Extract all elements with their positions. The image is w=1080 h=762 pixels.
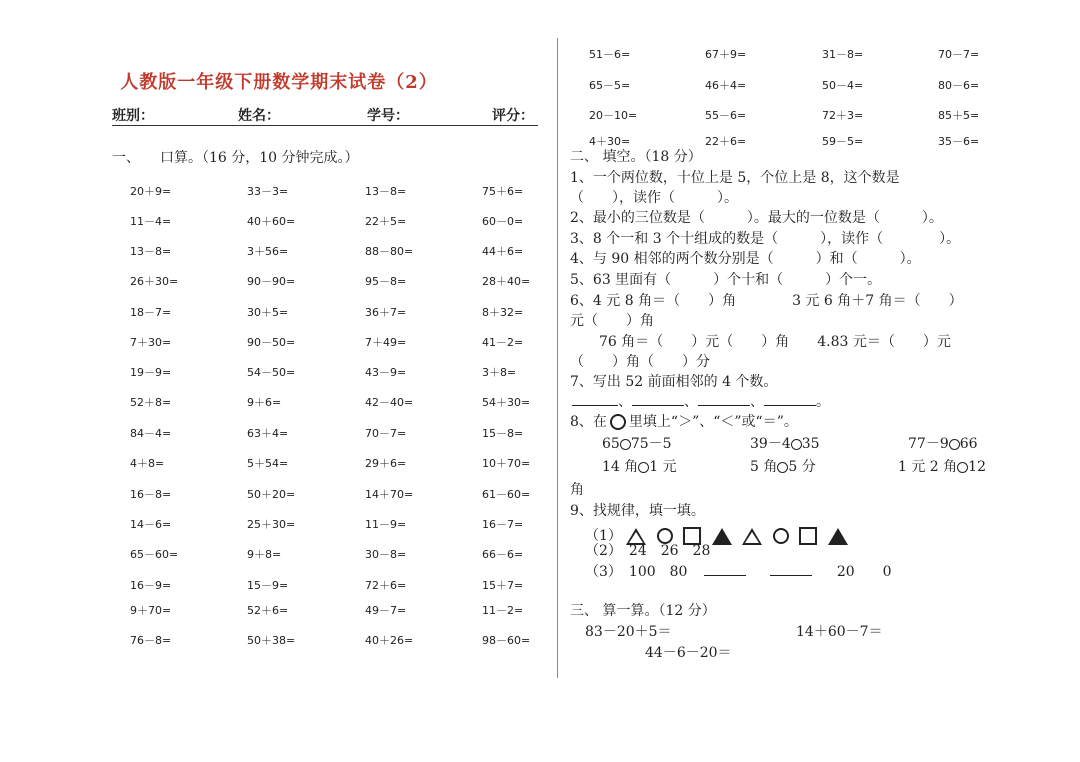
q4-line: 4、与 90 相邻的两个数分别是（ ）和（ ）。 [570,251,921,267]
q8-item-right: 35 [801,436,820,452]
arithmetic-problem: 8＋32= [482,306,524,319]
arithmetic-problem: 72＋6= [365,579,407,592]
arithmetic-problem: 15－9= [247,579,289,592]
arithmetic-problem: 98－60= [482,634,531,647]
q9-heading: 9、找规律，填一填。 [570,503,705,519]
q6-line4: （ ）角（ ）分 [570,354,710,370]
arithmetic-problem: 4＋30= [589,135,631,148]
arithmetic-problem: 50＋20= [247,488,296,501]
arithmetic-problem: 90－90= [247,275,296,288]
arithmetic-problem: 4＋8= [130,457,165,470]
calc-item-1: 83－20＋5＝ [585,624,672,640]
arithmetic-problem: 30＋5= [247,306,289,319]
arithmetic-problem: 10＋70= [482,457,531,470]
q6-line3: 76 角＝（ ）元（ ）角 4.83 元＝（ ）元 [585,334,951,350]
q7-blank-1[interactable] [572,393,618,406]
arithmetic-problem: 15＋7= [482,579,524,592]
arithmetic-problem: 61－60= [482,488,531,501]
arithmetic-problem: 63＋4= [247,427,289,440]
arithmetic-problem: 18－7= [130,306,172,319]
q8-intro [570,412,798,432]
arithmetic-problem: 3＋8= [482,366,517,379]
arithmetic-problem: 26＋30= [130,275,179,288]
arithmetic-problem: 40＋60= [247,215,296,228]
q8-item-2 [750,434,820,454]
arithmetic-problem: 16－9= [130,579,172,592]
arithmetic-problem: 88－80= [365,245,414,258]
q8-item-right: 5 分 [788,459,816,475]
section2-heading: 二、 填空。（18 分） [570,149,702,165]
arithmetic-problem: 16－8= [130,488,172,501]
arithmetic-problem: 25＋30= [247,518,296,531]
circle-outline-icon [773,528,789,544]
q7-line: 7、写出 52 前面相邻的 4 个数。 [570,374,778,390]
arithmetic-problem: 52＋8= [130,396,172,409]
triangle-filled-icon [712,528,732,545]
arithmetic-problem: 22＋5= [365,215,407,228]
calc-item-3: 44－6－20＝ [645,645,732,661]
class-field-label: 班别： [112,108,154,124]
square-outline-icon [799,527,817,545]
q9-3-start: （3） 100 80 [585,564,688,580]
arithmetic-problem: 67＋9= [705,48,747,61]
q8-item-right: 1 元 [649,459,677,475]
triangle-outline-icon [742,528,762,545]
arithmetic-problem: 22＋6= [705,135,747,148]
arithmetic-problem: 31－8= [822,48,864,61]
arithmetic-problem: 52＋6= [247,604,289,617]
page-title: 人教版一年级下册数学期末试卷（2） [120,72,438,93]
arithmetic-problem: 50－4= [822,79,864,92]
arithmetic-problem: 33－3= [247,185,289,198]
arithmetic-problem: 51－6= [589,48,631,61]
q8-item-6 [898,457,986,477]
q8-item-left: 5 角 [750,459,778,475]
score-field-label: 评分： [492,108,534,124]
q7-sep-2: 、 [684,394,698,410]
q8-item-5 [750,457,816,477]
q2-line: 2、最小的三位数是（ ）。最大的一位数是（ ）。 [570,210,943,226]
arithmetic-problem: 13－8= [365,185,407,198]
arithmetic-problem: 16－7= [482,518,524,531]
arithmetic-problem: 49－7= [365,604,407,617]
arithmetic-problem: 70－7= [938,48,980,61]
arithmetic-problem: 46＋4= [705,79,747,92]
arithmetic-problem: 9＋8= [247,548,282,561]
arithmetic-problem: 30－8= [365,548,407,561]
q8-item-left: 39－4 [750,436,791,452]
q9-1-label: （1） [585,528,622,544]
arithmetic-problem: 60－0= [482,215,524,228]
arithmetic-problem: 41－2= [482,336,524,349]
arithmetic-problem: 35－6= [938,135,980,148]
arithmetic-problem: 15－8= [482,427,524,440]
q8-item-1 [602,434,672,454]
arithmetic-problem: 72＋3= [822,109,864,122]
arithmetic-problem: 14－6= [130,518,172,531]
q8-intro-a: 8、在 [570,414,607,430]
q8-item-left: 14 角 [602,459,639,475]
q6-line2: 元（ ）角 [570,313,654,329]
q8-item-4 [602,457,677,477]
q9-3-blank-2[interactable] [770,563,812,576]
arithmetic-problem: 44＋6= [482,245,524,258]
q9-3-line [585,562,892,582]
q7-blank-4[interactable] [764,393,816,406]
arithmetic-problem: 11－2= [482,604,524,617]
arithmetic-problem: 85＋5= [938,109,980,122]
arithmetic-problem: 70－7= [365,427,407,440]
student-info-fields [112,105,538,126]
arithmetic-problem: 28＋40= [482,275,531,288]
q8-item-3 [908,434,978,454]
arithmetic-problem: 40＋26= [365,634,414,647]
arithmetic-problem: 11－4= [130,215,172,228]
arithmetic-problem: 50＋38= [247,634,296,647]
arithmetic-problem: 59－5= [822,135,864,148]
arithmetic-problem: 95－8= [365,275,407,288]
triangle-filled-icon [828,528,848,545]
section1-number: 一、 [112,150,140,166]
compare-circle[interactable] [957,462,968,473]
arithmetic-problem: 9＋6= [247,396,282,409]
arithmetic-problem: 65－5= [589,79,631,92]
arithmetic-problem: 42－40= [365,396,414,409]
q7-blank-2[interactable] [632,393,684,406]
q8-item-right: 66 [959,436,978,452]
arithmetic-problem: 66－6= [482,548,524,561]
q8-intro-b: 里填上“＞”、“＜”或“＝”。 [628,414,798,430]
q7-sep-3: 、 [750,394,764,410]
arithmetic-problem: 90－50= [247,336,296,349]
arithmetic-problem: 65－60= [130,548,179,561]
circle-icon [610,414,626,430]
arithmetic-problem: 80－6= [938,79,980,92]
q8-item-right: 12 [968,459,986,475]
q7-sep-4: 。 [816,394,830,410]
arithmetic-problem: 54－50= [247,366,296,379]
arithmetic-problem: 29＋6= [365,457,407,470]
q7-blank-3[interactable] [698,393,750,406]
arithmetic-problem: 36＋7= [365,306,407,319]
compare-circle[interactable] [777,462,788,473]
arithmetic-problem: 5＋54= [247,457,289,470]
q9-2-line: （2） 24 26 28 [585,543,711,559]
arithmetic-problem: 19－9= [130,366,172,379]
q7-answer-blanks [572,392,830,412]
arithmetic-problem: 7＋49= [365,336,407,349]
arithmetic-problem: 76－8= [130,634,172,647]
compare-circle[interactable] [949,439,960,450]
q8-tail: 角 [570,482,584,498]
arithmetic-problem: 3＋56= [247,245,289,258]
arithmetic-problem: 20－10= [589,109,638,122]
q9-3-end: 20 0 [836,564,892,580]
arithmetic-problem: 20＋9= [130,185,172,198]
q9-3-blank-1[interactable] [704,563,746,576]
arithmetic-problem: 84－4= [130,427,172,440]
compare-circle[interactable] [791,439,802,450]
arithmetic-problem: 11－9= [365,518,407,531]
q3-line: 3、8 个一和 3 个十组成的数是（ ），读作（ ）。 [570,231,961,247]
calc-item-2: 14＋60－7＝ [796,624,883,640]
column-divider [557,38,558,678]
compare-circle[interactable] [638,462,649,473]
q8-item-left: 1 元 2 角 [898,459,958,475]
q8-item-left: 77－9 [908,436,949,452]
arithmetic-problem: 75＋6= [482,185,524,198]
section3-heading: 三、 算一算。（12 分） [570,603,716,619]
arithmetic-problem: 54＋30= [482,396,531,409]
compare-circle[interactable] [620,439,631,450]
arithmetic-problem: 9＋70= [130,604,172,617]
section1-heading: 口算。（16 分，10 分钟完成。） [160,150,359,166]
arithmetic-problem: 7＋30= [130,336,172,349]
arithmetic-problem: 13－8= [130,245,172,258]
arithmetic-problem: 43－9= [365,366,407,379]
arithmetic-problem: 14＋70= [365,488,414,501]
q1-line2: （ ），读作（ ）。 [570,190,738,206]
arithmetic-problem: 55－6= [705,109,747,122]
q8-item-right: 75－5 [630,436,672,452]
name-field-label: 姓名： [238,108,280,124]
q6-line1: 6、4 元 8 角＝（ ）角 3 元 6 角＋7 角＝（ ） [570,293,963,309]
q8-item-left: 65 [602,436,620,452]
q5-line: 5、63 里面有（ ）个十和（ ）个一。 [570,272,882,288]
q7-sep-1: 、 [618,394,632,410]
q1-line1: 1、一个两位数，十位上是 5，个位上是 8，这个数是 [570,170,900,186]
id-field-label: 学号： [367,108,409,124]
